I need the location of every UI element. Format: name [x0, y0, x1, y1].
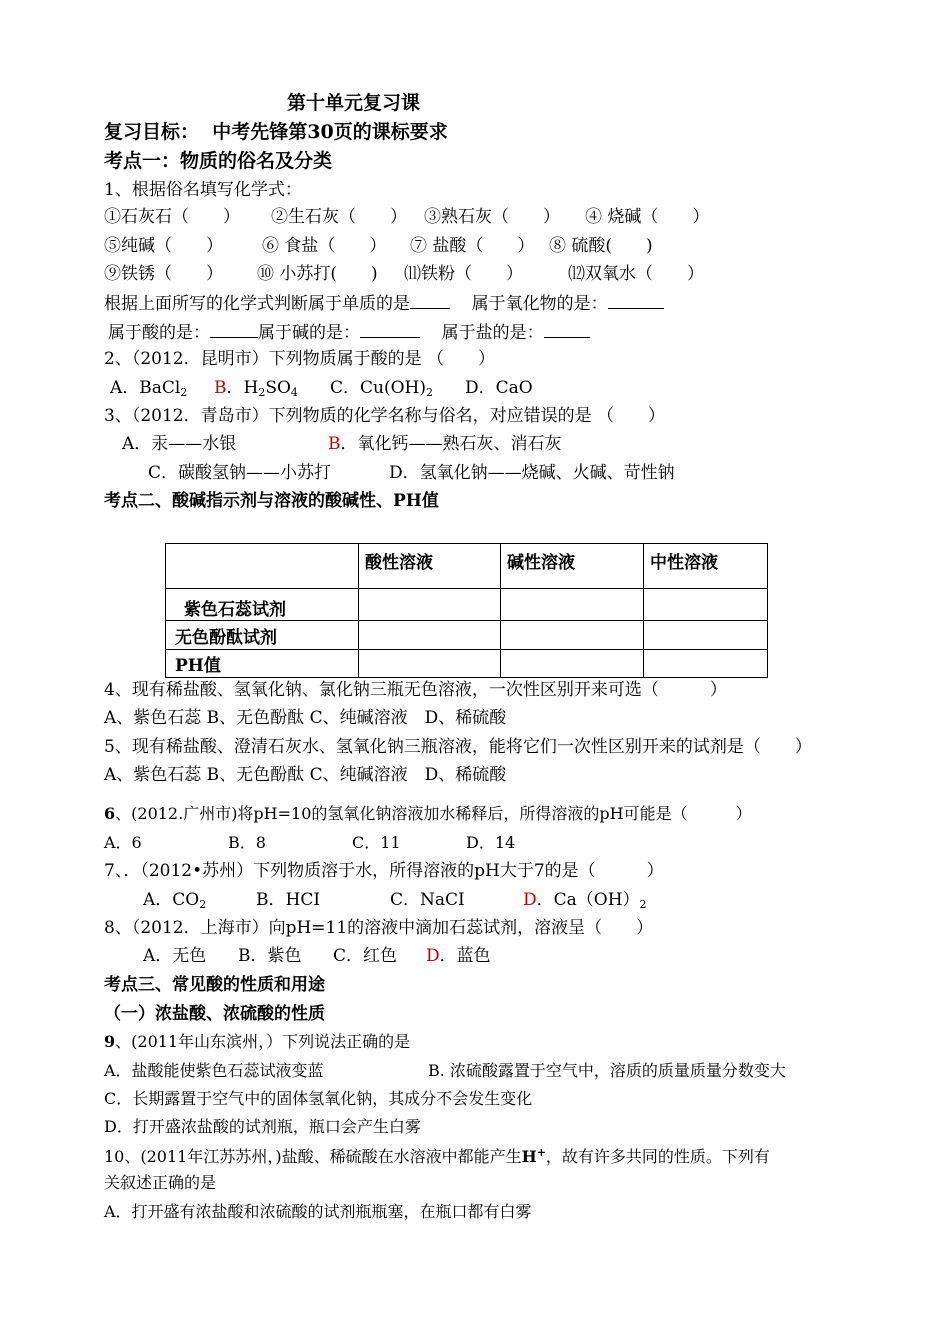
question-3-option-a: A．汞——水银 — [122, 434, 237, 454]
question-number: 6 — [104, 804, 116, 823]
answer-blank — [360, 321, 420, 338]
question-9-option-b: B. 浓硫酸露置于空气中，溶质的质量质量分数变大 — [428, 1061, 786, 1080]
table-cell — [644, 589, 768, 621]
review-goal-text: 中考先锋第30页的课标要求 — [212, 121, 448, 143]
question-7-stem: 7、．（2012•苏州）下列物质溶于水，所得溶液的pH大于7的是（ ） — [104, 861, 664, 881]
answer-blank — [410, 292, 450, 309]
classify-prompt: 属于碱的是： — [258, 323, 360, 343]
question-2-stem: 2、（2012．昆明市）下列物质属于酸的是 （ ） — [104, 349, 495, 369]
question-text: 、(2011年山东滨州，）下列说法正确的是 — [115, 1032, 411, 1051]
question-7-option-a: A．$CO_2$ — [143, 890, 207, 911]
question-8-option: A．无色 — [143, 946, 207, 966]
classify-line-2 — [108, 321, 590, 344]
question-6-option: A．6 — [104, 833, 142, 852]
option-text: A．BaCl — [110, 378, 181, 398]
question-4-options: A、紫色石蕊 B、无色酚酞 C、纯碱溶液 D、稀硫酸 — [104, 708, 507, 728]
question-8-option-d: D．蓝色 — [426, 946, 491, 966]
table-cell — [644, 650, 768, 678]
question-4-stem: 4、现有稀盐酸、氢氧化钠、氯化钠三瓶无色溶液，一次性区别开来可选（ ） — [104, 680, 727, 700]
table-cell — [359, 621, 501, 650]
classify-prompt: 属于酸的是： — [108, 323, 210, 343]
table-row-header: 无色酚酞试剂 — [166, 621, 359, 650]
section-3-heading: 考点三、常见酸的性质和用途 — [104, 975, 325, 995]
nickname-item: ③熟石灰（ ） — [424, 207, 560, 227]
table-cell — [501, 589, 644, 621]
question-text: 、(2012.广州市)将pH=10的氢氧化钠溶液加水稀释后，所得溶液的pH可能是（ ） — [115, 804, 752, 823]
question-7-option-b: B．HCI — [256, 890, 321, 910]
question-6-option: B．8 — [228, 833, 266, 852]
question-9-stem — [104, 1031, 410, 1053]
option-text: C．Cu(OH) — [330, 378, 426, 398]
question-2-option-d: D．CaO — [465, 378, 533, 398]
section-3-subheading: （一）浓盐酸、浓硫酸的性质 — [104, 1004, 325, 1024]
question-6-option: C．11 — [352, 833, 401, 852]
answer-blank — [608, 292, 664, 309]
question-2-option-a: A．BaCl$_2$ — [110, 378, 188, 399]
nickname-item: ⑾铁粉（ ） — [404, 264, 523, 284]
table-cell — [359, 589, 501, 621]
answer-blank — [544, 321, 590, 338]
table-column-header: 中性溶液 — [644, 544, 768, 589]
question-10-option-a: A．打开盛有浓盐酸和浓硫酸的试剂瓶瓶塞，在瓶口都有白雾 — [104, 1202, 532, 1221]
table-column-header: 碱性溶液 — [501, 544, 644, 589]
classify-prompt: 属于盐的是： — [441, 323, 544, 343]
nickname-item: ⑿双氧水（ ） — [568, 264, 704, 284]
table-cell — [501, 650, 644, 678]
question-number: 9 — [104, 1032, 116, 1051]
question-3-stem: 3、（2012．青岛市）下列物质的化学名称与俗名，对应错误的是 （ ） — [104, 406, 665, 426]
question-8-option: B．紫色 — [238, 946, 302, 966]
question-1-stem: 1、根据俗名填写化学式： — [104, 180, 302, 200]
question-2-option-c: C．$Cu(OH)_2$ — [330, 378, 433, 399]
section-1-heading: 考点一：物质的俗名及分类 — [104, 150, 333, 172]
nickname-item: ⑨铁锈（ ） — [104, 264, 223, 284]
question-2-option-b: B．$H_2SO_4$ — [214, 378, 298, 399]
question-text: ，故有许多共同的性质。下列有 — [545, 1147, 770, 1166]
question-9-option-d: D．打开盛浓盐酸的试剂瓶，瓶口会产生白雾 — [104, 1117, 421, 1136]
classify-prompt: 属于氧化物的是： — [471, 294, 608, 314]
classify-prompt: 根据上面所写的化学式判断属于单质的是 — [104, 294, 410, 314]
table-cell — [644, 621, 768, 650]
nickname-item: ⑥ 食盐（ ） — [262, 236, 387, 256]
classify-line-1 — [104, 292, 664, 315]
answer-blank — [210, 321, 258, 338]
review-goal — [104, 121, 448, 143]
table-corner-cell — [166, 544, 359, 589]
nickname-item: ②生石灰（ ） — [271, 207, 407, 227]
question-3-option-d: D．氢氧化钠——烧碱、火碱、苛性钠 — [389, 463, 675, 483]
nickname-item: ⑩ 小苏打( ) — [257, 264, 378, 284]
question-8-stem: 8、（2012．上海市）向pH=11的溶液中滴加石蕊试剂，溶液呈（ ） — [104, 918, 654, 938]
table-cell — [359, 650, 501, 678]
question-6-option: D．14 — [466, 833, 516, 852]
table-row-header: PH值 — [166, 650, 359, 678]
question-7-option-c: C．NaCI — [390, 890, 465, 910]
question-10-stem-line-2: 关叙述正确的是 — [104, 1173, 217, 1192]
question-5-stem: 5、现有稀盐酸、澄清石灰水、氢氧化钠三瓶溶液，能将它们一次性区别开来的试剂是（ ） — [104, 737, 812, 757]
question-9-option-c: C．长期露置于空气中的固体氢氧化钠，其成分不会发生变化 — [104, 1089, 533, 1108]
review-goal-label: 复习目标： — [104, 121, 200, 143]
question-3-option-c: C．碳酸氢钠——小苏打 — [148, 463, 332, 483]
nickname-item: ⑧ 硫酸( ) — [549, 236, 653, 256]
section-2-heading: 考点二、酸碱指示剂与溶液的酸碱性、PH值 — [104, 491, 439, 511]
question-7-option-d: D．$Ca(OH)_2$ — [523, 890, 647, 911]
nickname-item: ①石灰石（ ） — [104, 207, 240, 227]
nickname-item: ⑤纯碱（ ） — [104, 236, 223, 256]
table-column-header: 酸性溶液 — [359, 544, 501, 589]
option-text: A．CO — [143, 890, 200, 910]
question-6-stem — [104, 803, 752, 825]
question-10-stem-line-1: 10、(2011年江苏苏州，)盐酸、稀硫酸在水溶液中都能产生H+，故有许多共同的性质。下列有 — [104, 1146, 770, 1166]
question-5-options: A、紫色石蕊 B、无色酚酞 C、纯碱溶液 D、稀硫酸 — [104, 765, 507, 785]
indicator-table — [165, 543, 768, 678]
question-3-option-b: B．氧化钙——熟石灰、消石灰 — [328, 434, 562, 454]
page-title: 第十单元复习课 — [287, 92, 421, 114]
table-row-header: 紫色石蕊试剂 — [166, 589, 359, 621]
nickname-item: ⑦ 盐酸（ ） — [410, 236, 535, 256]
nickname-item: ④ 烧碱（ ） — [585, 207, 710, 227]
hydrogen-ion: H — [521, 1147, 537, 1166]
table-cell — [501, 621, 644, 650]
question-8-option: C．红色 — [333, 946, 398, 966]
question-text: 10、(2011年江苏苏州，)盐酸、稀硫酸在水溶液中都能产生 — [104, 1147, 522, 1166]
question-9-option-a: A．盐酸能使紫色石蕊试液变蓝 — [104, 1061, 324, 1080]
